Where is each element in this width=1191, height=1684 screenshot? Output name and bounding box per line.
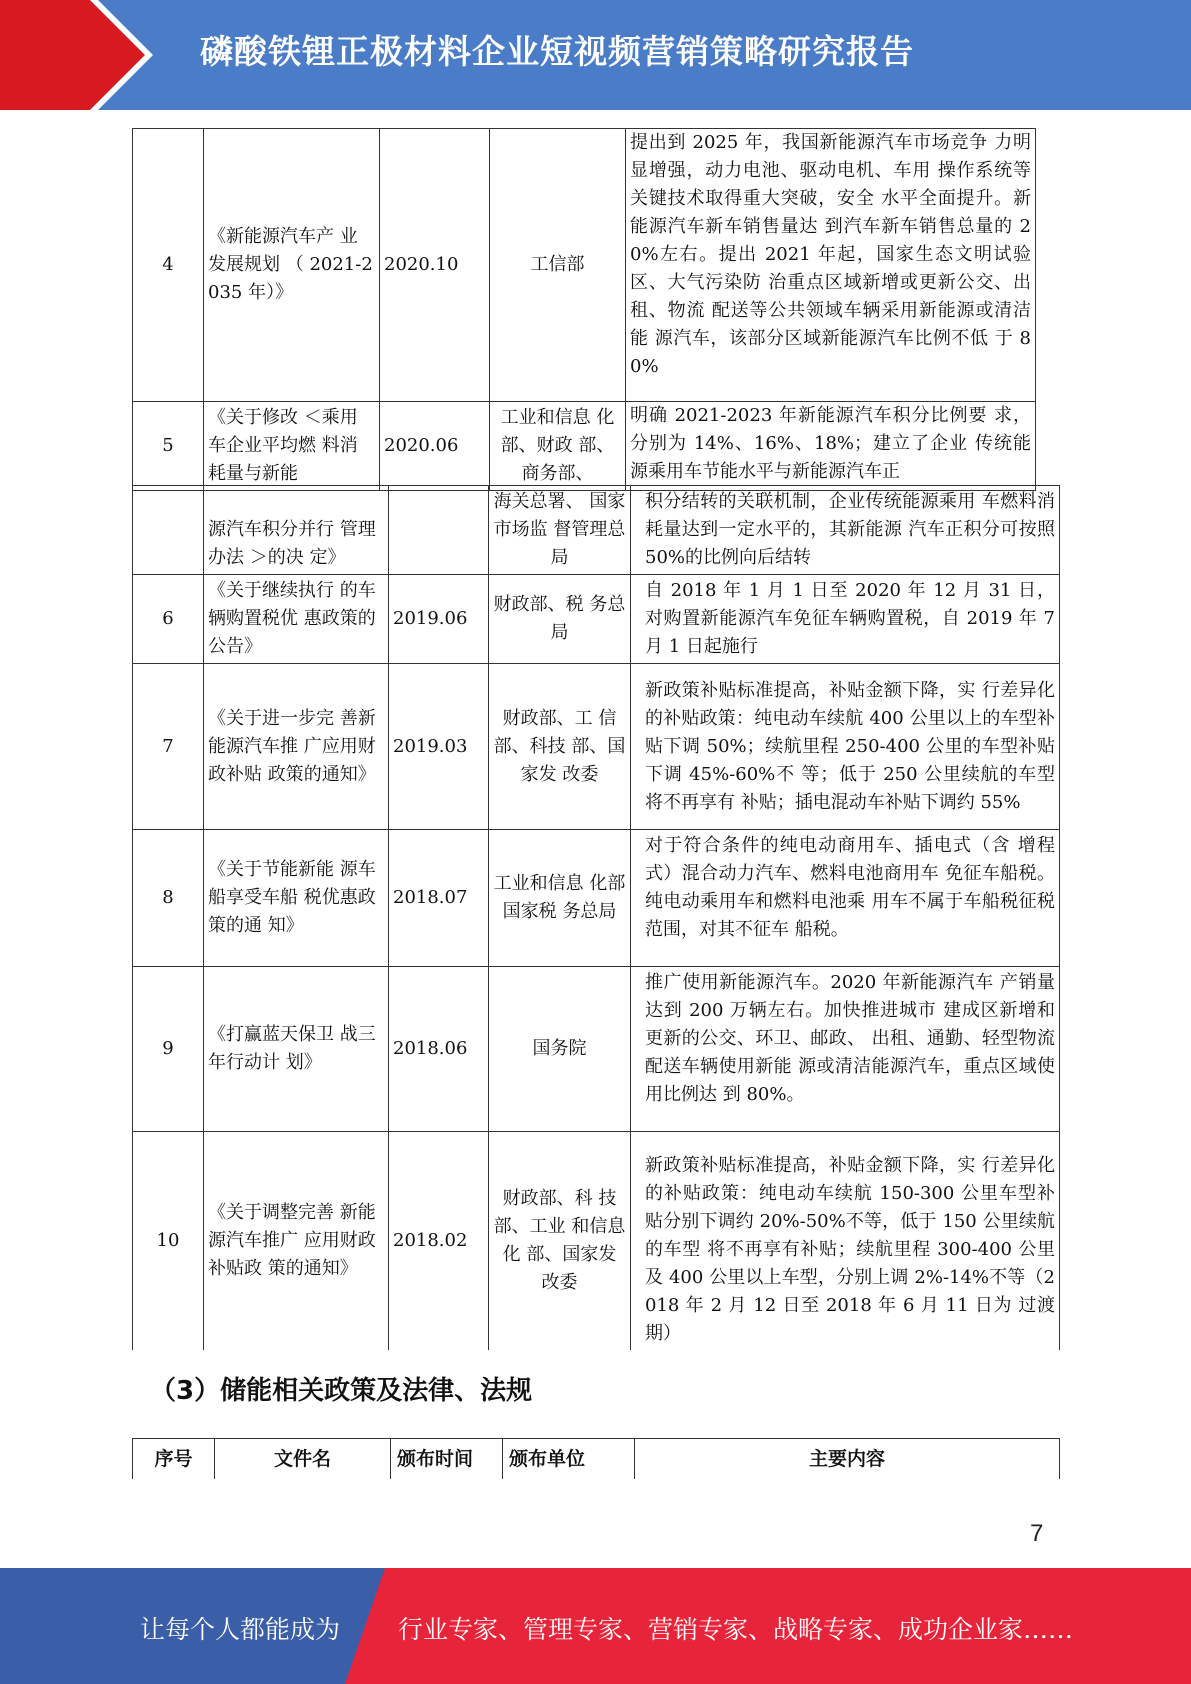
issuer: 工信部 [490, 129, 626, 402]
header-chevron [0, 0, 160, 110]
page-number: 7 [1030, 1520, 1044, 1547]
main-content: 对于符合条件的纯电动商用车、插电式（含 增程式）混合动力汽车、燃料电池商用车 免征车船税。纯电动乘用车和燃料电池乘 用车不属于车船税征税范围，对其不征车 船税。 [631, 830, 1060, 967]
document-name: 源汽车积分并行 管理办法 ＞的决 定》 [204, 486, 389, 575]
issue-date: 2018.07 [389, 830, 489, 967]
table-row [133, 402, 1036, 491]
main-content: 推广使用新能源汽车。2020 年新能源汽车 产销量达到 200 万辆左右。加快推进城市 建成区新增和更新的公交、环卫、邮政、 出租、通勤、轻型物流配送车辆使用新能 源或清洁能源汽车，重点区域使用比例达 到 80%。 [631, 967, 1060, 1132]
document-name: 《关于进一步完 善新能源汽车推 广应用财政补贴 政策的通知》 [204, 664, 389, 830]
issuer: 海关总署、 国家市场监 督管理总局 [489, 486, 631, 575]
column-header: 序号 [133, 1439, 215, 1479]
section-heading: （3）储能相关政策及法律、法规 [150, 1376, 533, 1406]
issue-date: 2020.10 [380, 129, 490, 402]
table-row [133, 1132, 1060, 1350]
main-content: 新政策补贴标准提高，补贴金额下降，实 行差异化的补贴政策：纯电动车续航 150-300 公里车型补贴分别下调约 20%-50%不等，低于 150 公里续航的车型 将不再享有补贴；续航里程 300-400 公里及 400 公里以上车型，分别上调 2%-14%不等（2018 年 2 月 12 日至 2018 年 6 月 11 日为 过渡期） [631, 1132, 1060, 1350]
issuer: 国务院 [489, 967, 631, 1132]
policy-table-part1 [132, 128, 1036, 491]
table-header-row [133, 1439, 1060, 1479]
document-name: 《新能源汽车产 业发展规划 （ 2021-2035 年）》 [204, 129, 380, 402]
row-number: 8 [133, 830, 204, 967]
table-row [133, 129, 1036, 402]
issue-date [389, 486, 489, 575]
row-number: 6 [133, 575, 204, 664]
issuer: 工业和信息 化部国家税 务总局 [489, 830, 631, 967]
row-number: 7 [133, 664, 204, 830]
document-name: 《打赢蓝天保卫 战三年行动计 划》 [204, 967, 389, 1132]
row-number [133, 486, 204, 575]
issue-date: 2020.06 [380, 402, 490, 491]
energy-storage-table [132, 1438, 1060, 1479]
table-row [133, 486, 1060, 575]
document-name: 《关于节能新能 源车船享受车船 税优惠政策的通 知》 [204, 830, 389, 967]
main-content: 明确 2021-2023 年新能源汽车积分比例要 求，分别为 14%、16%、18%；建立了企业 传统能源乘用车节能水平与新能源汽车正 [626, 402, 1036, 491]
footer-slogan-right: 行业专家、管理专家、营销专家、战略专家、成功企业家…… [398, 1615, 1074, 1644]
issue-date: 2018.02 [389, 1132, 489, 1350]
column-header: 颁布时间 [391, 1439, 503, 1479]
table-row [133, 967, 1060, 1132]
policy-table-part2 [132, 485, 1060, 1350]
table-row [133, 575, 1060, 664]
issue-date: 2018.06 [389, 967, 489, 1132]
footer-slogan-left: 让每个人都能成为 [140, 1615, 341, 1644]
issuer: 工业和信息 化部、财政 部、商务部、 [490, 402, 626, 491]
main-content: 新政策补贴标准提高，补贴金额下降，实 行差异化的补贴政策：纯电动车续航 400 公里以上的车型补贴下调 50%；续航里程 250-400 公里的车型补贴下调 45%-60%不 等；低于 250 公里续航的车型将不再享有 补贴；插电混动车补贴下调约 55% [631, 664, 1060, 830]
issue-date: 2019.06 [389, 575, 489, 664]
column-header: 主要内容 [635, 1439, 1060, 1479]
table-row [133, 664, 1060, 830]
main-content: 积分结转的关联机制，企业传统能源乘用 车燃料消耗量达到一定水平的，其新能源 汽车正积分可按照 50%的比例向后结转 [631, 486, 1060, 575]
row-number: 10 [133, 1132, 204, 1350]
row-number: 5 [133, 402, 204, 491]
row-number: 4 [133, 129, 204, 402]
issuer: 财政部、科 技部、工业 和信息化 部、国家发 改委 [489, 1132, 631, 1350]
document-name: 《关于修改 ＜乘用车企业平均燃 料消耗量与新能 [204, 402, 380, 491]
issuer: 财政部、工 信部、科技 部、国家发 改委 [489, 664, 631, 830]
row-number: 9 [133, 967, 204, 1132]
page-header [0, 0, 1191, 110]
document-name: 《关于调整完善 新能源汽车推广 应用财政补贴政 策的通知》 [204, 1132, 389, 1350]
issuer: 财政部、税 务总局 [489, 575, 631, 664]
issue-date: 2019.03 [389, 664, 489, 830]
main-content: 提出到 2025 年，我国新能源汽车市场竞争 力明显增强，动力电池、驱动电机、车用 操作系统等关键技术取得重大突破，安全 水平全面提升。新能源汽车新车销售量达 到汽车新车销售总量的 20%左右。提出 2021 年起，国家生态文明试验区、大气污染防 治重点区域新增或更新公交、出租、物流 配送等公共领域车辆采用新能源或清洁能 源汽车，该部分区域新能源汽车比例不低 于 80% [626, 129, 1036, 402]
column-header: 颁布单位 [503, 1439, 635, 1479]
table-row [133, 830, 1060, 967]
column-header: 文件名 [215, 1439, 391, 1479]
main-content: 自 2018 年 1 月 1 日至 2020 年 12 月 31 日， 对购置新能源汽车免征车辆购置税，自 2019 年 7 月 1 日起施行 [631, 575, 1060, 664]
report-title: 磷酸铁锂正极材料企业短视频营销策略研究报告 [200, 32, 914, 71]
document-name: 《关于继续执行 的车辆购置税优 惠政策的公告》 [204, 575, 389, 664]
page-footer [0, 1568, 1191, 1684]
